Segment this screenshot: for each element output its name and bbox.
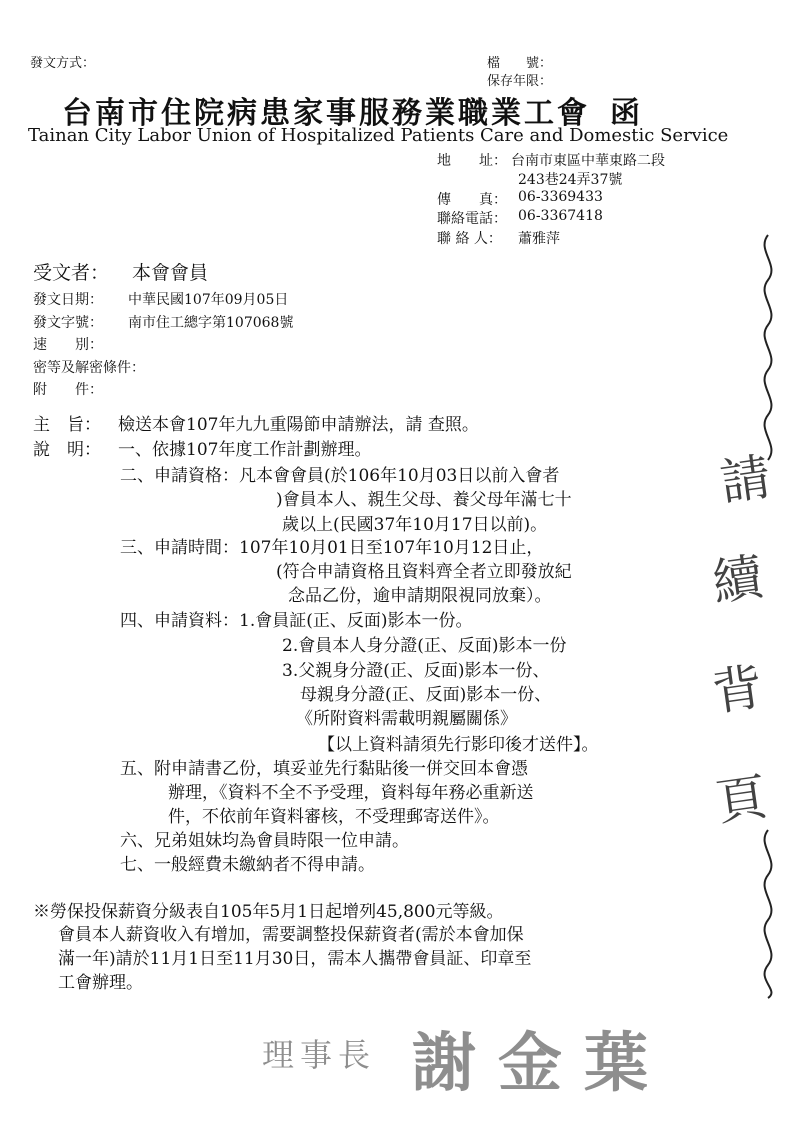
file-number-label: 檔 號： <box>487 56 553 71</box>
phone-label: 聯絡電話： <box>437 211 507 227</box>
signature-title: 理事長 <box>262 1036 377 1074</box>
note-line: 工會辦理。 <box>58 973 143 993</box>
margin-note-char: 續 <box>708 547 767 613</box>
dispatch-method-label: 發文方式： <box>30 56 96 71</box>
recipient-value: 本會會員 <box>132 262 209 284</box>
margin-note-char: 頁 <box>712 767 771 833</box>
subject-label: 主 旨： <box>33 415 101 435</box>
recipient-label: 受文者： <box>33 262 110 284</box>
explanation-line: 四、申請資料：1.會員証(正、反面)影本一份。 <box>120 611 473 631</box>
explanation-line: )會員本人、親生父母、養父母年滿七十 <box>276 490 572 510</box>
note-line: 會員本人薪資收入有增加，需要調整投保薪資者(需於本會加保 <box>58 925 524 945</box>
address-line-1: 台南市東區中華東路二段 <box>511 153 665 169</box>
explanation-label: 說 明： <box>33 440 101 460</box>
subject-text: 檢送本會107年九九重陽節申請辦法，請 查照。 <box>118 415 479 435</box>
explanation-line: 七、一般經費未繳納者不得申請。 <box>120 855 375 875</box>
explanation-line: 3.父親身分證(正、反面)影本一份、 <box>282 661 550 681</box>
address-line-2: 243巷24弄37號 <box>518 172 623 188</box>
explanation-line: 母親身分證(正、反面)影本一份、 <box>300 685 552 705</box>
explanation-line: 件，不依前年資料審核，不受理郵寄送件》。 <box>168 807 500 827</box>
explanation-line: 二、申請資格：凡本會會員(於106年10月03日以前入會者 <box>120 466 560 486</box>
signature-name: 謝金葉 <box>412 1026 670 1101</box>
speed-label: 速 別： <box>33 337 103 353</box>
explanation-line: 五、附申請書乙份，填妥並先行黏貼後一併交回本會憑 <box>120 759 528 779</box>
issue-date-label: 發文日期： <box>33 292 103 308</box>
explanation-line: 念品乙份，逾申請期限視同放棄）。 <box>288 586 552 606</box>
attachment-label: 附 件： <box>33 382 103 398</box>
issue-date-value: 中華民國107年09月05日 <box>128 292 289 308</box>
fax-value: 06-3369433 <box>518 189 603 205</box>
doc-type: 函 <box>610 96 643 131</box>
address-label: 地 址： <box>437 153 507 169</box>
phone-value: 06-3367418 <box>518 208 603 224</box>
explanation-line: 三、申請時間：107年10月01日至107年10月12日止， <box>120 538 544 558</box>
margin-note-char: 請 <box>716 447 775 513</box>
explanation-line: (符合申請資格且資料齊全者立即發放紀 <box>276 562 572 582</box>
contact-person-value: 蕭雅萍 <box>518 231 560 247</box>
explanation-line: 【以上資料請須先行影印後才送件】。 <box>318 735 599 755</box>
explanation-line: 2.會員本人身分證(正、反面)影本一份 <box>282 636 567 656</box>
fax-label: 傳 真： <box>437 192 507 208</box>
explanation-line: 一、依據107年度工作計劃辦理。 <box>118 440 372 460</box>
reference-label: 發文字號： <box>33 315 103 331</box>
note-line: 滿一年)請於11月1日至11月30日，需本人攜帶會員証、印章至 <box>58 949 532 969</box>
note-line: ※勞保投保薪資分級表自105年5月1日起增列45,800元等級。 <box>33 902 504 922</box>
margin-note-char: 背 <box>708 657 767 723</box>
org-name-en: Tainan City Labor Union of Hospitalized Patients Care and Domestic Service <box>28 125 729 146</box>
secrecy-label: 密等及解密條件： <box>33 360 145 376</box>
contact-person-label: 聯 絡 人： <box>437 231 502 247</box>
retention-period-label: 保存年限： <box>487 74 553 89</box>
explanation-line: 辦理，《資料不全不予受理，資料每年務必重新送 <box>168 783 534 803</box>
margin-wavy-line <box>748 230 788 1000</box>
org-name-zh: 台南市住院病患家事服務業職業工會 <box>62 96 590 131</box>
explanation-line: 《所附資料需載明親屬關係》 <box>296 709 517 729</box>
explanation-line: 歲以上(民國37年10月17日以前)。 <box>282 515 548 535</box>
explanation-line: 六、兄弟姐妹均為會員時限一位申請。 <box>120 831 409 851</box>
reference-value: 南市住工總字第107068號 <box>128 315 294 331</box>
